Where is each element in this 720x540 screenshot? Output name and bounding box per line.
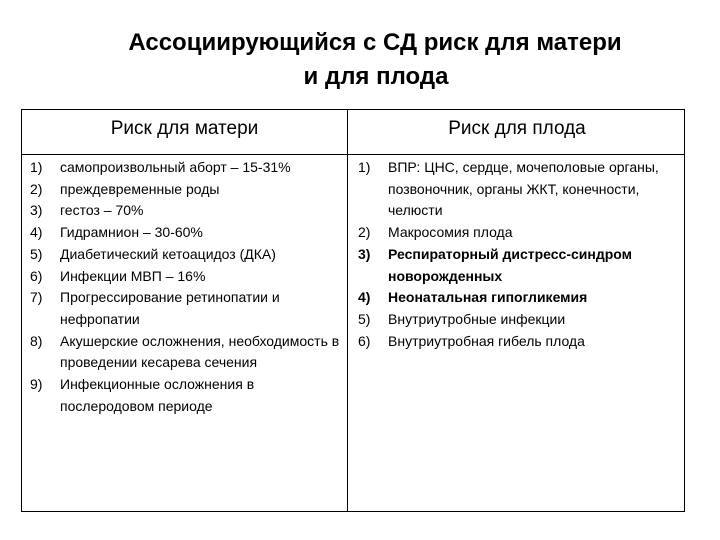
- risk-table: [21, 109, 685, 512]
- list-item: 7) Прогрессирование ретинопатии и нефропатии: [30, 289, 280, 327]
- list-item: 6) Инфекции МВП – 16%: [30, 267, 206, 284]
- list-item: 5) Диабетический кетоацидоз (ДКА): [30, 245, 276, 262]
- list-item: 1) самопроизвольный аборт – 15-31%: [30, 159, 291, 175]
- list-item: 9) Инфекционные осложнения в послеродовом периоде: [30, 376, 255, 414]
- mother-risk-list: [30, 157, 342, 417]
- list-item: 2) Макросомия плода: [358, 224, 513, 241]
- list-item: 5) Внутриутробные инфекции: [358, 310, 566, 327]
- title-line-1: Ассоциирующийся с СД риск для матери: [128, 29, 622, 56]
- list-item: 1) ВПР: ЦНС, сердце, мочеполовые органы, позвоночник, органы ЖКТ, конечности, челюсти: [358, 159, 659, 219]
- title-line-2: и для плода: [303, 63, 449, 90]
- header-fetus-risk: Риск для плода: [448, 118, 586, 139]
- column-divider: [347, 110, 348, 511]
- list-item: 8) Акушерские осложнения, необходимость в проведении кесарева сечения: [30, 332, 340, 371]
- fetus-risk-list: [358, 157, 680, 352]
- table-header-row: [22, 110, 684, 155]
- list-item: 3) гестоз – 70%: [30, 202, 144, 219]
- list-item: 2) преждевременные роды: [30, 180, 220, 197]
- header-mother-risk: Риск для матери: [110, 118, 259, 139]
- list-item: 4) Гидрамнион – 30-60%: [30, 224, 203, 241]
- page-title: [0, 26, 720, 94]
- list-item: 4) Неонатальная гипогликемия: [358, 289, 588, 306]
- list-item: 6) Внутриутробная гибель плода: [358, 332, 585, 349]
- list-item: 3) Респираторный дистресс-синдром новорожденных: [358, 245, 632, 284]
